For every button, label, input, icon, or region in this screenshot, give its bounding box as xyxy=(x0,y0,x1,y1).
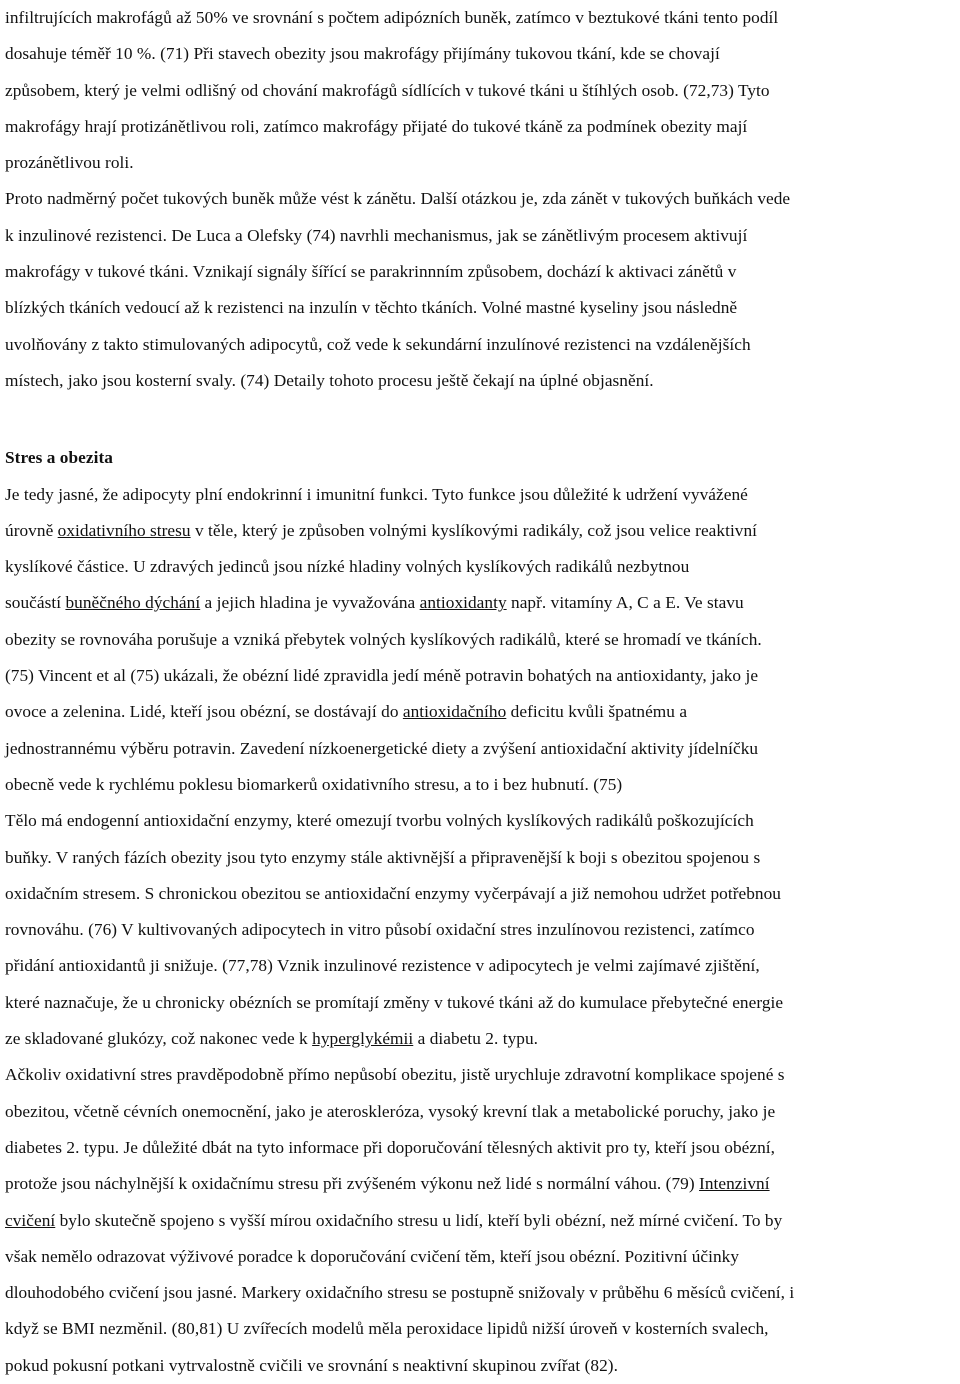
text-segment: např. vitamíny A, C a E. Ve stavu xyxy=(506,593,744,613)
text-segment: obezitou, včetně cévních onemocnění, jako je ateroskleróza, vysoký krevní tlak a metabolické poruchy, jako je xyxy=(5,1101,776,1121)
text-line xyxy=(5,585,957,621)
text-line xyxy=(5,731,957,767)
text-segment: dosahuje téměř 10 %. (71) Při stavech obezity jsou makrofágy přijímány tukovou tkání, kde se chovají xyxy=(5,44,720,64)
text-segment: oxidačním stresem. S chronickou obezitou se antioxidační enzymy vyčerpávají a již nemohou udržet potřebnou xyxy=(5,883,782,903)
text-line xyxy=(5,876,957,912)
text-line xyxy=(5,803,957,839)
text-segment: blízkých tkáních vedoucí až k rezistenci na inzulín v těchto tkáních. Volné mastné kyseliny jsou následně xyxy=(5,298,738,318)
section-gap xyxy=(5,399,957,440)
text-line xyxy=(5,767,957,803)
text-line xyxy=(5,912,957,948)
text-line xyxy=(5,290,957,326)
text-line xyxy=(5,1094,957,1130)
text-segment: v těle, který je způsoben volnými kyslíkovými radikály, což jsou velice reaktivní xyxy=(190,520,758,540)
text-line xyxy=(5,1203,957,1239)
text-line xyxy=(5,1239,957,1275)
text-line xyxy=(5,145,957,181)
text-line xyxy=(5,1311,957,1347)
text-segment: uvolňovány z takto stimulovaných adipocytů, což vede k sekundární inzulínové rezistenci na vzdálenějších xyxy=(5,334,751,354)
text-segment: infiltrujících makrofágů až 50% ve srovnání s počtem adipózních buněk, zatímco v beztukové tkáni tento podíl xyxy=(5,8,779,27)
text-segment: obecně vede k rychlému poklesu biomarkerů oxidativního stresu, a to i bez hubnutí. (75) xyxy=(5,774,623,794)
text-segment: které naznačuje, že u chronicky obézních se promítají změny v tukové tkáni až do kumulace přebytečné energie xyxy=(5,992,784,1012)
text-line xyxy=(5,1021,957,1057)
text-segment: Proto nadměrný počet tukových buněk může vést k zánětu. Další otázkou je, zda zánět v tukových buňkách vede xyxy=(5,189,791,209)
text-segment: makrofágy v tukové tkáni. Vznikají signály šířící se parakrinnním způsobem, dochází k aktivaci zánětů v xyxy=(5,262,737,282)
text-line xyxy=(5,73,957,109)
text-segment: však nemělo odrazovat výživové poradce k doporučování cvičení těm, kteří jsou obézní. Pozitivní účinky xyxy=(5,1246,740,1266)
section-heading: Stres a obezita xyxy=(5,448,113,468)
text-segment: prozánětlivou roli. xyxy=(5,153,134,173)
hyperlink[interactable]: hyperglykémii xyxy=(312,1029,414,1049)
text-line xyxy=(5,549,957,585)
hyperlink[interactable]: buněčného dýchání xyxy=(65,593,201,613)
text-segment: makrofágy hrají protizánětlivou roli, zatímco makrofágy přijaté do tukové tkáně za podmínek obezity mají xyxy=(5,116,748,136)
text-segment: ze skladované glukózy, což nakonec vede k xyxy=(5,1029,313,1049)
text-segment: Ačkoliv oxidativní stres pravděpodobně přímo nepůsobí obezitu, jistě urychluje zdravotní komplikace spojené s xyxy=(5,1065,785,1085)
text-segment: a diabetu 2. typu. xyxy=(413,1029,539,1049)
text-segment: ovoce a zelenina. Lidé, kteří jsou obézní, se dostávají do xyxy=(5,702,403,722)
text-segment: diabetes 2. typu. Je důležité dbát na tyto informace při doporučování tělesných aktivit pro ty, kteří jsou obézní, xyxy=(5,1137,776,1157)
text-segment: přidání antioxidantů ji snižuje. (77,78) Vznik inzulinové rezistence v adipocytech je velmi zajímavé zjištění, xyxy=(5,956,760,976)
text-line xyxy=(5,1275,957,1311)
text-segment: a jejich hladina je vyvažována xyxy=(200,593,420,613)
hyperlink[interactable]: oxidativního stresu xyxy=(57,520,191,540)
text-segment: způsobem, který je velmi odlišný od chování makrofágů sídlících v tukové tkáni u štíhlých osob. (72,73) Tyto xyxy=(5,80,770,100)
text-line xyxy=(5,658,957,694)
text-segment: součástí xyxy=(5,593,66,613)
hyperlink[interactable]: antioxidanty xyxy=(419,593,507,613)
text-segment: deficitu kvůli špatnému a xyxy=(506,702,688,722)
text-segment: Tělo má endogenní antioxidační enzymy, které omezují tvorbu volných kyslíkových radikálů poškozujících xyxy=(5,811,754,831)
text-line xyxy=(5,1166,957,1202)
text-line xyxy=(5,1057,957,1093)
hyperlink[interactable]: cvičení xyxy=(5,1210,56,1230)
text-line xyxy=(5,327,957,363)
text-line xyxy=(5,477,957,513)
text-segment: jednostrannému výběru potravin. Zavedení nízkoenergetické diety a zvýšení antioxidační aktivity jídelníčku xyxy=(5,738,759,758)
text-segment: když se BMI nezměnil. (80,81) U zvířecích modelů měla peroxidace lipidů nižší úroveň v kosterních svalech, xyxy=(5,1319,769,1339)
hyperlink[interactable]: Intenzivní xyxy=(699,1174,770,1194)
hyperlink[interactable]: antioxidačního xyxy=(402,702,507,722)
text-segment: buňky. V raných fázích obezity jsou tyto enzymy stále aktivnější a připravenější k boji s obezitou spojenou s xyxy=(5,847,761,867)
document-page xyxy=(5,0,957,1384)
section-body xyxy=(5,477,957,1384)
text-line xyxy=(5,363,957,399)
text-line xyxy=(5,109,957,145)
text-line xyxy=(5,840,957,876)
text-line xyxy=(5,218,957,254)
text-line xyxy=(5,948,957,984)
text-line xyxy=(5,0,957,36)
text-segment: místech, jako jsou kosterní svaly. (74) Detaily tohoto procesu ještě čekají na úplné objasnění. xyxy=(5,370,654,390)
text-line xyxy=(5,181,957,217)
intro-paragraph-block xyxy=(5,0,957,399)
text-line xyxy=(5,622,957,658)
text-line xyxy=(5,694,957,730)
text-segment: obezity se rovnováha porušuje a vzniká přebytek volných kyslíkových radikálů, které se hromadí ve tkáních. xyxy=(5,629,762,649)
text-segment: bylo skutečně spojeno s vyšší mírou oxidačního stresu u lidí, kteří byli obézní, než mírné cvičení. To by xyxy=(55,1210,783,1230)
text-segment: úrovně xyxy=(5,520,58,540)
text-segment: dlouhodobého cvičení jsou jasné. Markery oxidačního stresu se postupně snižovaly v průběhu 6 měsíců cvičení, i xyxy=(5,1283,795,1303)
text-segment: rovnováhu. (76) V kultivovaných adipocytech in vitro působí oxidační stres inzulínovou rezistenci, zatímco xyxy=(5,920,755,940)
text-segment: kyslíkové částice. U zdravých jedinců jsou nízké hladiny volných kyslíkových radikálů nezbytnou xyxy=(5,557,690,577)
text-line xyxy=(5,254,957,290)
text-segment: protože jsou náchylnější k oxidačnímu stresu při zvýšeném výkonu než lidé s normální váhou. (79) xyxy=(5,1174,700,1194)
text-line xyxy=(5,1348,957,1384)
text-line xyxy=(5,513,957,549)
text-line xyxy=(5,1130,957,1166)
text-segment: k inzulinové rezistenci. De Luca a Olefsky (74) navrhli mechanismus, jak se zánětlivým procesem aktivují xyxy=(5,225,748,245)
text-line xyxy=(5,985,957,1021)
text-segment: Je tedy jasné, že adipocyty plní endokrinní i imunitní funkci. Tyto funkce jsou důležité k udržení vyvážené xyxy=(5,484,748,504)
text-line xyxy=(5,36,957,72)
text-segment: (75) Vincent et al (75) ukázali, že obézní lidé zpravidla jedí méně potravin bohatých na antioxidanty, jako je xyxy=(5,666,759,686)
text-segment: pokud pokusní potkani vytrvalostně cvičili ve srovnání s neaktivní skupinou zvířat (82). xyxy=(5,1355,618,1375)
